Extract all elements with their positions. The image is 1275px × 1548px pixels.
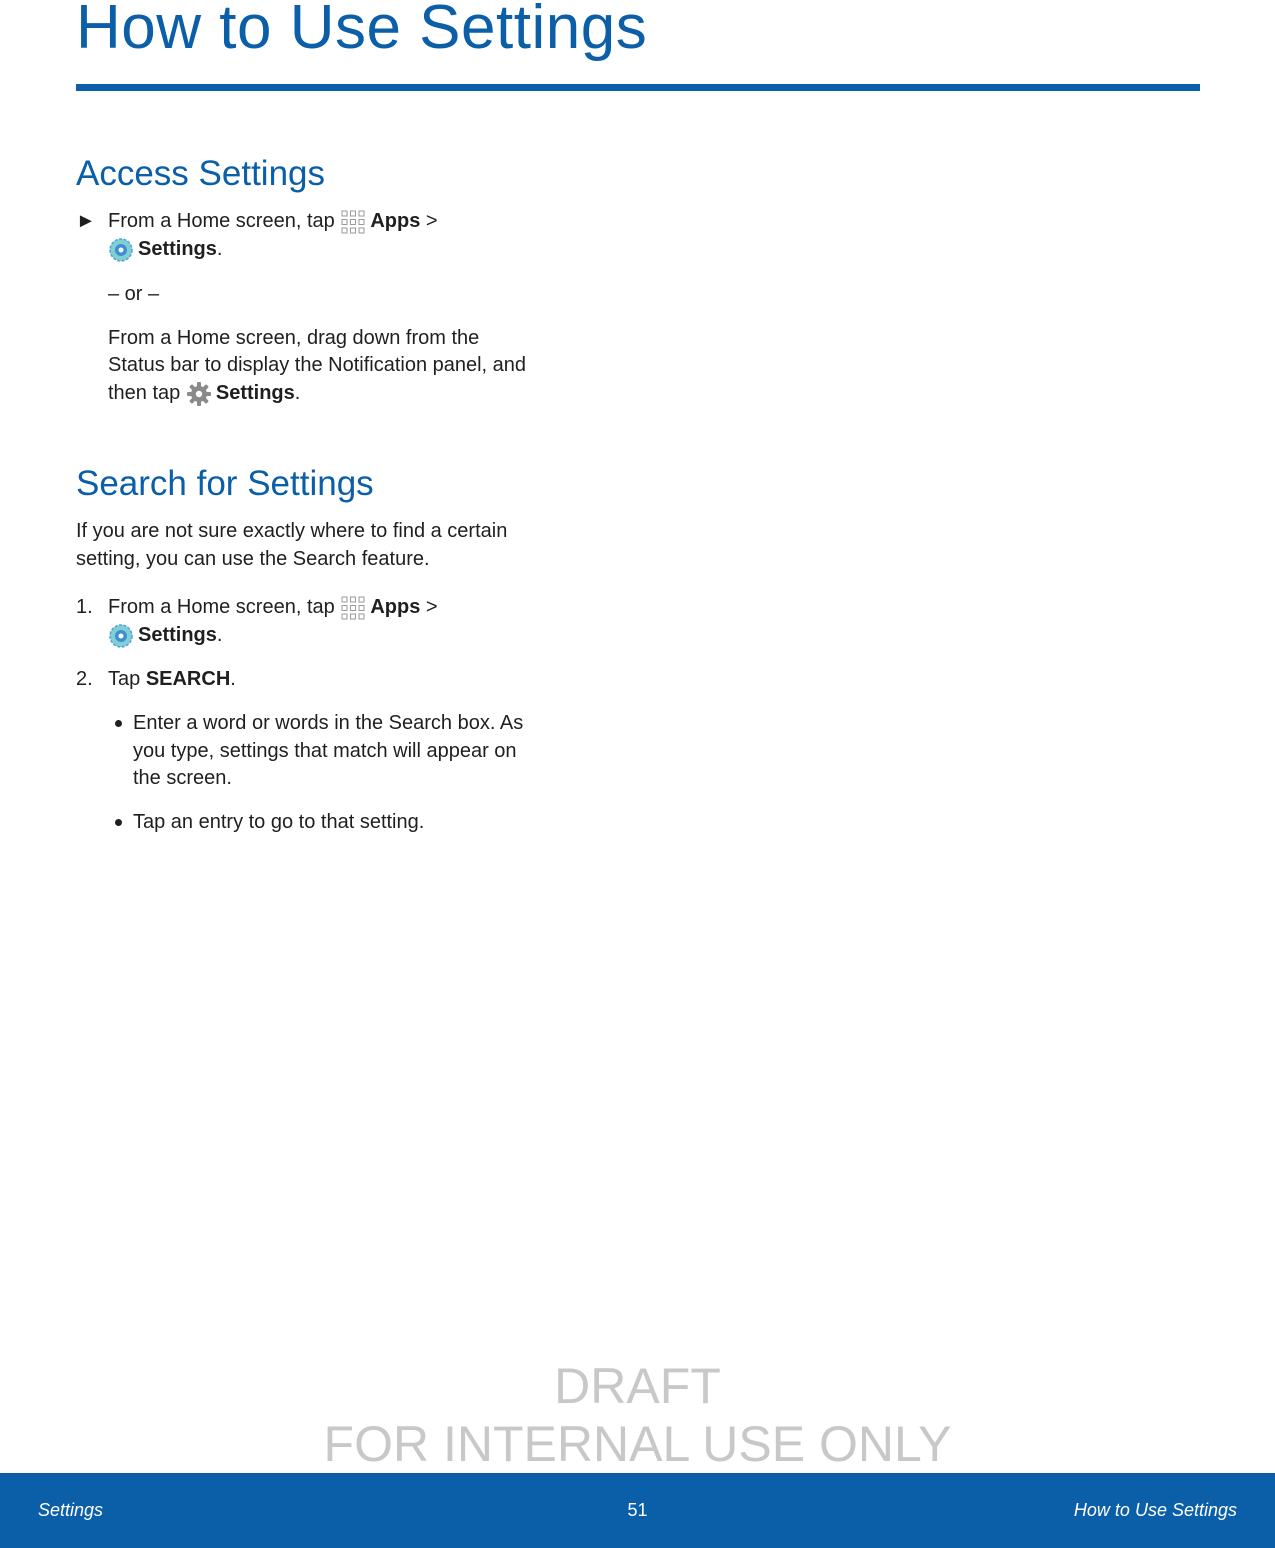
step1-number: 1.: [76, 596, 93, 618]
settings-label: Settings: [138, 238, 217, 260]
access-step-line2: [108, 235, 222, 263]
alt-line2: Status bar to display the Notification panel, and: [108, 354, 527, 376]
arrow-marker: ►: [76, 210, 96, 232]
bullet2: Tap an entry to go to that setting.: [133, 811, 425, 833]
period: .: [216, 624, 223, 646]
access-step-prefix: From a Home screen, tap: [108, 210, 335, 232]
page-title: How to Use Settings: [76, 0, 648, 62]
bullet1-line1: Enter a word or words in the Search box. As: [133, 712, 524, 734]
bullet1-line2: you type, settings that match will appear on: [133, 740, 517, 762]
settings-app-icon: [108, 237, 134, 263]
search-step1-line1: [108, 593, 438, 621]
bullet-dot: [115, 819, 122, 826]
apps-grid-icon: [340, 595, 366, 621]
settings-label: Settings: [138, 624, 217, 646]
separator: >: [425, 596, 438, 618]
footer-bar: [0, 1473, 1275, 1548]
footer-chapter: How to Use Settings: [1073, 1500, 1237, 1520]
watermark-draft: DRAFT: [554, 1358, 721, 1414]
apps-label: Apps: [370, 210, 421, 232]
period: .: [294, 382, 301, 404]
separator: >: [425, 210, 438, 232]
settings-app-icon: [108, 623, 134, 649]
search-step2-prefix: Tap: [108, 668, 141, 690]
alt-line3-prefix: then tap: [108, 382, 181, 404]
search-step1-prefix: From a Home screen, tap: [108, 596, 335, 618]
search-label: SEARCH: [145, 668, 231, 690]
apps-grid-icon: [340, 209, 366, 235]
settings-label: Settings: [215, 382, 295, 404]
title-rule: [76, 84, 1200, 91]
alt-line3: [108, 379, 300, 407]
gear-icon: [186, 381, 212, 407]
bullet1-line3: the screen.: [133, 767, 232, 789]
search-intro-line2: setting, you can use the Search feature.: [76, 548, 430, 570]
footer-section: Settings: [38, 1500, 104, 1520]
search-step1-line2: [108, 621, 222, 649]
period: .: [230, 668, 236, 690]
access-settings-heading: Access Settings: [76, 154, 325, 193]
apps-label: Apps: [370, 596, 421, 618]
watermark-internal: FOR INTERNAL USE ONLY: [323, 1416, 952, 1472]
access-step-line1: [108, 207, 438, 235]
or-separator: – or –: [108, 283, 160, 305]
search-step2: [108, 665, 236, 693]
alt-line1: From a Home screen, drag down from the: [108, 327, 480, 349]
footer-page-number: 51: [627, 1500, 648, 1520]
search-intro-line1: If you are not sure exactly where to find a certain: [76, 520, 508, 542]
period: .: [216, 238, 223, 260]
bullet-dot: [115, 720, 122, 727]
step2-number: 2.: [76, 668, 93, 690]
search-settings-heading: Search for Settings: [76, 464, 374, 503]
